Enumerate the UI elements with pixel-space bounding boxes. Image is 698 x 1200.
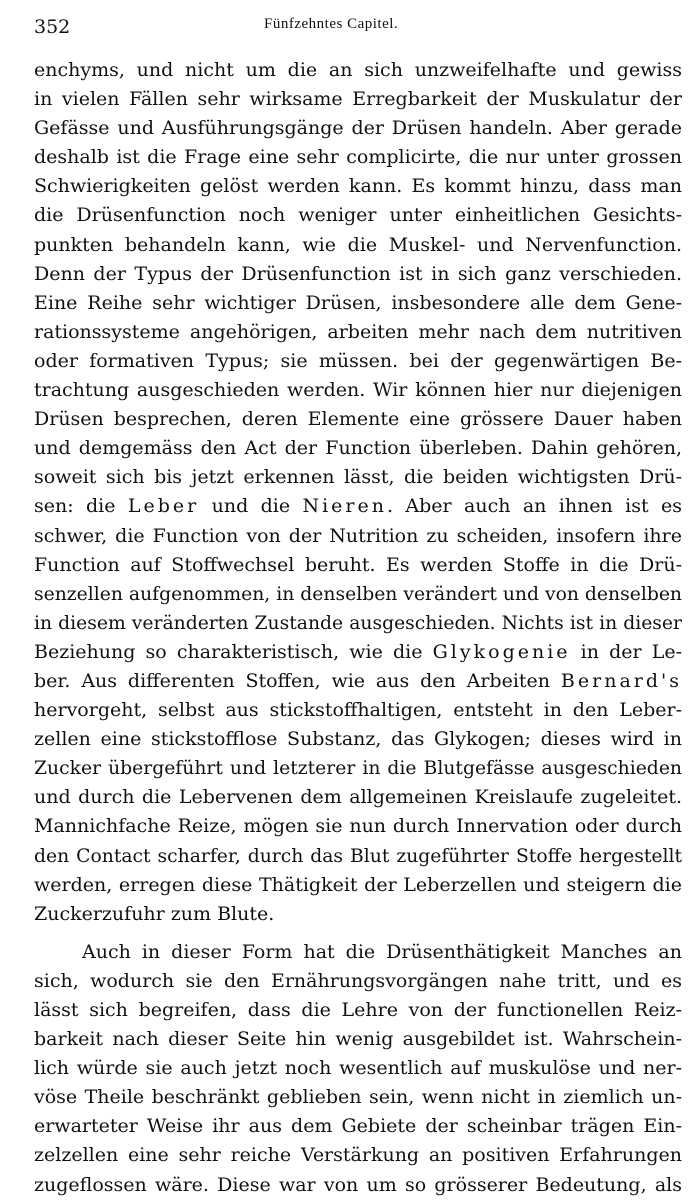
- text-segment: Beziehung so charakteristisch, wie die: [34, 640, 433, 663]
- text-line: Mannichfache Reize, mögen sie nun durch Innervation oder durch: [34, 815, 682, 838]
- text-segment: und die: [199, 495, 303, 518]
- text-line: Zuckerzufuhr zum Blute.: [34, 902, 275, 925]
- text-line: [34, 667, 682, 696]
- paragraph-break: [34, 929, 682, 938]
- text-line: zugeflossen wäre. Diese war von um so grösserer Bedeutung, als: [34, 1173, 682, 1196]
- text-segment: in der Le-: [570, 640, 682, 663]
- text-line: Schwierigkeiten gelöst werden kann. Es kommt hinzu, dass man: [34, 175, 682, 198]
- text-line: deshalb ist die Frage eine sehr complicirte, die nur unter grossen: [34, 146, 682, 169]
- text-line: barkeit nach dieser Seite hin wenig ausgebildet ist. Wahrschein-: [34, 1028, 682, 1051]
- text-line: zelzellen eine sehr reiche Verstärkung an positiven Erfahrungen: [34, 1144, 682, 1167]
- emphasized-term: Nieren: [302, 495, 387, 518]
- text-segment: sen: die: [34, 495, 128, 518]
- running-header: [34, 10, 682, 40]
- text-line: Drüsen besprechen, deren Elemente eine grössere Dauer haben: [34, 408, 682, 431]
- text-line: zellen eine stickstofflose Substanz, das Glykogen; dieses wird in: [34, 728, 682, 751]
- text-line: erwarteter Weise ihr aus dem Gebiete der scheinbar trägen Ein-: [34, 1115, 682, 1138]
- text-line: hervorgeht, selbst aus stickstoffhaltigen, entsteht in den Leber-: [34, 699, 682, 722]
- text-line: werden, erregen diese Thätigkeit der Leberzellen und steigern die: [34, 873, 682, 896]
- text-line: lässt sich begreifen, dass die Lehre von der functionellen Reiz-: [34, 999, 682, 1021]
- text-line: vöse Theile beschränkt geblieben sein, wenn nicht in ziemlich un-: [34, 1086, 682, 1109]
- text-line: [34, 492, 682, 521]
- text-line: Zucker übergeführt und letzterer in die Blutgefässe ausgeschieden: [34, 758, 682, 780]
- text-line: oder formativen Typus; sie müssen. bei der gegenwärtigen Be-: [34, 349, 682, 372]
- text-line: in diesem veränderten Zustande ausgeschieden. Nichts ist in dieser: [34, 612, 682, 634]
- text-segment: . Aber auch an ihnen ist es: [387, 495, 682, 518]
- body-text: [34, 56, 682, 1200]
- page-number: 352: [34, 16, 71, 38]
- emphasized-name: Bernard's: [560, 669, 682, 692]
- emphasized-term: Glykogenie: [432, 640, 571, 663]
- text-line: enchyms, und nicht um die an sich unzweifelhafte und gewiss: [34, 59, 682, 81]
- text-line: soweit sich bis jetzt erkennen lässt, die beiden wichtigsten Drü-: [34, 466, 682, 489]
- text-line: trachtung ausgeschieden werden. Wir können hier nur diejenigen: [34, 379, 682, 402]
- chapter-title: Fünfzehntes Capitel.: [264, 16, 399, 32]
- text-line: Auch in dieser Form hat die Drüsenthätigkeit Manches an: [82, 940, 682, 963]
- text-line: und demgemäss den Act der Function überleben. Dahin gehören,: [34, 437, 682, 460]
- text-line: die Drüsenfunction noch weniger unter einheitlichen Gesichts-: [34, 204, 682, 227]
- text-line: senzellen aufgenommen, in denselben verändert und von denselben: [34, 583, 682, 605]
- text-line: Function auf Stoffwechsel beruht. Es werden Stoffe in die Drü-: [34, 553, 682, 576]
- text-line: und durch die Lebervenen dem allgemeinen Kreislaufe zugeleitet.: [34, 786, 682, 809]
- text-line: lich würde sie auch jetzt noch wesentlich auf muskulöse und ner-: [34, 1057, 682, 1080]
- text-line: rationssysteme angehörigen, arbeiten mehr nach dem nutritiven: [34, 320, 682, 343]
- text-segment: ber. Aus differenten Stoffen, wie aus den Arbeiten: [34, 669, 561, 692]
- text-line: in vielen Fällen sehr wirksame Erregbarkeit der Muskulatur der: [34, 88, 682, 111]
- text-line: Denn der Typus der Drüsenfunction ist in sich ganz verschieden.: [34, 262, 682, 285]
- text-line: [34, 638, 682, 667]
- text-line: den Contact scharfer, durch das Blut zugeführter Stoffe hergestellt: [34, 845, 682, 867]
- text-line: Eine Reihe sehr wichtiger Drüsen, insbesondere alle dem Gene-: [34, 291, 682, 314]
- text-line: schwer, die Function von der Nutrition zu scheiden, insofern ihre: [34, 524, 682, 547]
- text-line: sich, wodurch sie den Ernährungsvorgängen nahe tritt, und es: [34, 969, 682, 992]
- emphasized-term: Leber: [127, 495, 200, 518]
- text-line: Gefässe und Ausführungsgänge der Drüsen handeln. Aber gerade: [34, 117, 682, 140]
- text-line: punkten behandeln kann, wie die Muskel- und Nervenfunction.: [34, 233, 682, 256]
